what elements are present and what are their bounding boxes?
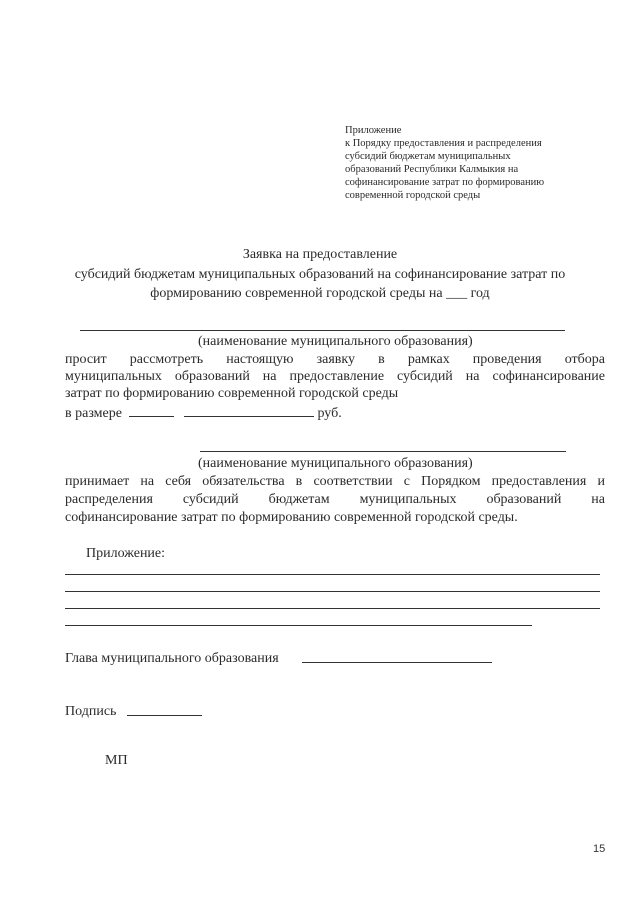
annex-line: софинансирование затрат по формированию	[345, 177, 545, 188]
obligation-line-2: распределения субсидий бюджетам муниципальных образований на	[65, 492, 605, 507]
request-line-2: муниципальных образований на предоставление субсидий на софинансирование	[65, 369, 605, 384]
title-line-3: формированию современной городской среды на ___ год	[150, 286, 490, 301]
title-line-1: Заявка на предоставление	[242, 247, 398, 262]
annex-line: современной городской среды	[345, 190, 481, 201]
amount-prefix: в размере	[65, 406, 122, 421]
head-label: Глава муниципального образования	[65, 651, 279, 666]
obligation-line-1: принимает на себя обязательства в соответствии с Порядком предоставления и	[65, 474, 605, 489]
municipality-name-blank-1[interactable]	[80, 330, 565, 331]
attachment-line[interactable]	[65, 625, 532, 626]
request-line-1: просит рассмотреть настоящую заявку в рамках проведения отбора	[65, 352, 605, 367]
attachment-label: Приложение:	[86, 546, 166, 561]
municipality-name-caption-1: (наименование муниципального образования)	[198, 334, 473, 349]
obligation-line-3: софинансирование затрат по формированию современной городской среды.	[65, 510, 518, 525]
attachment-line[interactable]	[65, 591, 600, 592]
amount-blank-1[interactable]	[129, 403, 174, 417]
seal-label: МП	[105, 753, 128, 768]
annex-line: Приложение	[345, 125, 402, 136]
attachment-line[interactable]	[65, 608, 600, 609]
annex-line: к Порядку предоставления и распределения	[345, 138, 542, 149]
signature-label: Подпись	[65, 704, 117, 719]
attachment-line[interactable]	[65, 574, 600, 575]
title-line-2: субсидий бюджетам муниципальных образований на софинансирование затрат по	[74, 267, 566, 282]
page-number: 15	[593, 843, 606, 855]
municipality-name-blank-2[interactable]	[200, 451, 566, 452]
amount-suffix: руб.	[317, 406, 342, 421]
annex-block	[345, 124, 605, 202]
amount-blank-2[interactable]	[184, 403, 314, 417]
municipality-name-caption-2: (наименование муниципального образования)	[198, 456, 473, 471]
annex-line: образований Республики Калмыкия на	[345, 164, 519, 175]
signature-blank[interactable]	[127, 715, 202, 716]
annex-line: субсидий бюджетам муниципальных	[345, 151, 511, 162]
amount-line	[65, 403, 342, 422]
request-line-3: затрат по формированию современной городской среды	[65, 386, 399, 401]
head-blank[interactable]	[302, 662, 492, 663]
